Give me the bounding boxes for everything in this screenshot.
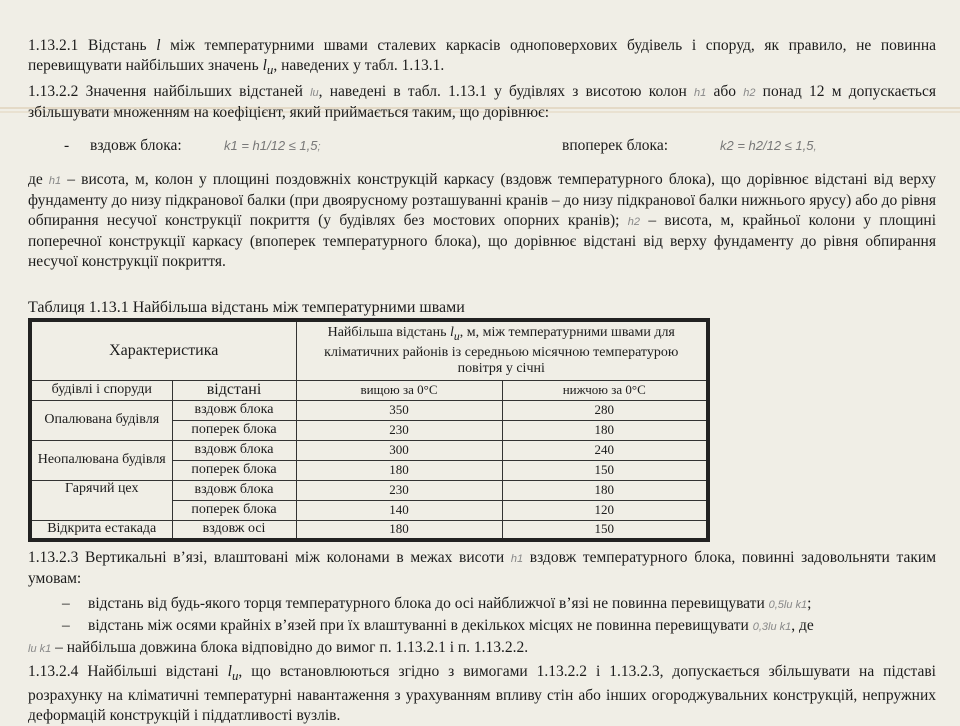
text: , м, між температурними швами для кліматичних районів із середньою місячною температурою повітря у січні xyxy=(324,324,679,376)
bullet-dash: – xyxy=(62,617,70,634)
cell-direction: поперек блока xyxy=(172,500,296,520)
paragraph-heights-definition xyxy=(28,170,936,272)
cell-below: 180 xyxy=(502,480,708,500)
formula-k2-end: , xyxy=(813,141,817,153)
header-buildings: будівлі і споруди xyxy=(30,380,172,400)
cell-direction: вздовж блока xyxy=(172,440,296,460)
coef-along-label: вздовж блока: xyxy=(90,137,182,154)
coef-across-label: впоперек блока: xyxy=(562,137,669,154)
formula-h1: h1 xyxy=(510,553,524,565)
coef-dash: - xyxy=(64,137,70,154)
table-header-row-1 xyxy=(30,320,708,380)
text: 1.13.2.2 Значення найбільших відстаней xyxy=(28,83,311,100)
formula-0-5-lu-k1: 0,5lu k1 xyxy=(768,599,808,611)
text: відстань між осями крайніх в’язей при їх влаштуванні в декількох місцях не повинна перевищувати xyxy=(88,617,753,634)
cell-direction: вздовж блока xyxy=(172,480,296,500)
subscript-u: u xyxy=(231,668,239,684)
text: між температурними швами сталевих каркасів одноповерхових будівель і споруд, як правило, не повинна перевищувати найбільших значень xyxy=(28,37,936,74)
formula-k2: k2 = h2/12 ≤ 1,5 xyxy=(720,138,814,153)
text: де xyxy=(28,171,49,188)
paragraph-1-13-2-1 xyxy=(28,36,936,80)
table-row xyxy=(30,520,708,540)
text: – висота, м, колон у площині поздовжніх конструкцій каркасу (вздовж температурного блока), що дорівнює відстані від верху фундаменту до низу підкранової балки (при двоярусному розташуванні кранів – до низу підкранової балки нижнього ярусу) або до рівня обпирання несучої конструкції покриття (у будівлях без мостових опорних кранів); xyxy=(28,171,936,229)
text: ; xyxy=(807,595,812,612)
cell-direction: поперек блока xyxy=(172,420,296,440)
variable-lu: l xyxy=(227,663,232,680)
formula-lu: lu xyxy=(310,87,319,99)
paragraph-1-13-2-3 xyxy=(28,548,936,589)
header-distance: відстані xyxy=(172,380,296,400)
formula-lu-k1: lu k1 xyxy=(28,643,52,655)
coef-k2-formula xyxy=(720,136,817,157)
text: – висота, м, крайньої колони у площині поперечної конструкції каркасу (впоперек температурного блока), що дорівнює відстані від верху фундаменту до рівня обпирання несучої конструкції покриття. xyxy=(28,212,936,270)
formula-h1: h1 xyxy=(48,175,62,187)
text: 1.13.2.3 Вертикальні в’язі, влаштовані між колонами в межах висоти xyxy=(28,549,511,566)
subscript-u: u xyxy=(453,329,460,343)
table-caption: Таблиця 1.13.1 Найбільша відстань між температурними швами xyxy=(28,299,465,316)
paragraph-1-13-2-4 xyxy=(28,662,936,726)
text: , що встановлюються згідно з вимогами 1.13.2.2 і 1.13.2.3, допускається збільшувати на підставі розрахунку на кліматичні температурні навантаження з урахуванням впливу стін або інших огороджувальних конструкцій, непружних деформацій конструкцій і піддатливості вузлів. xyxy=(28,663,936,725)
bullet-1 xyxy=(88,594,811,615)
cell-direction: поперек блока xyxy=(172,460,296,480)
cell-direction: вздовж осі xyxy=(172,520,296,540)
cell-below: 120 xyxy=(502,500,708,520)
cell-below: 240 xyxy=(502,440,708,460)
text: 1.13.2.4 Найбільші відстані xyxy=(28,663,228,680)
header-characteristic: Характеристика xyxy=(30,320,296,380)
cell-building: Гарячий цех xyxy=(30,480,172,520)
table-row xyxy=(30,480,708,500)
text: 1.13.2.1 Відстань xyxy=(28,37,157,54)
formula-h2: h2 xyxy=(743,87,756,99)
coef-k1-formula xyxy=(224,136,321,157)
max-distance-table xyxy=(28,318,710,542)
bullet-dash: – xyxy=(62,595,70,612)
text: або xyxy=(706,83,744,100)
bullet-continuation xyxy=(28,638,528,659)
text: , наведених у табл. 1.13.1. xyxy=(273,57,445,74)
bullet-2 xyxy=(88,616,814,637)
cell-below: 280 xyxy=(502,400,708,420)
formula-k1-end: ; xyxy=(317,141,321,153)
paragraph-1-13-2-2 xyxy=(28,82,936,123)
cell-building: Опалювана будівля xyxy=(30,400,172,440)
text: понад 12 м допускається збільшувати множенням на коефіцієнт, який приймається таким, що дорівнює: xyxy=(28,83,936,121)
cell-below: 180 xyxy=(502,420,708,440)
cell-building: Неопалювана будівля xyxy=(30,440,172,480)
cell-above: 350 xyxy=(296,400,502,420)
text: – найбільша довжина блока відповідно до вимог п. 1.13.2.1 і п. 1.13.2.2. xyxy=(51,639,529,656)
header-below-zero: нижчою за 0°С xyxy=(502,380,708,400)
text: вздовж температурного блока, повинні задовольняти таким умовам: xyxy=(28,549,936,587)
header-above-zero: вищою за 0°С xyxy=(296,380,502,400)
table-row xyxy=(30,440,708,460)
text: , наведені в табл. 1.13.1 у будівлях з висотою колон xyxy=(318,83,695,100)
cell-building: Відкрита естакада xyxy=(30,520,172,540)
cell-direction: вздовж блока xyxy=(172,400,296,420)
cell-above: 300 xyxy=(296,440,502,460)
subscript-u: u xyxy=(266,62,274,78)
cell-above: 140 xyxy=(296,500,502,520)
cell-below: 150 xyxy=(502,460,708,480)
formula-0-3-lu-k1: 0,3lu k1 xyxy=(752,621,792,633)
cell-above: 180 xyxy=(296,460,502,480)
cell-above: 230 xyxy=(296,420,502,440)
table-row xyxy=(30,400,708,420)
formula-h1: h1 xyxy=(694,87,707,99)
text: відстань від будь-якого торця температурного блока до осі найближчої в’язі не повинна перевищувати xyxy=(88,595,769,612)
cell-above: 180 xyxy=(296,520,502,540)
cell-above: 230 xyxy=(296,480,502,500)
formula-h2: h2 xyxy=(627,216,640,228)
table-header-row-2 xyxy=(30,380,708,400)
variable-lu: l xyxy=(262,57,267,74)
header-max-distance xyxy=(296,320,708,380)
formula-k1: k1 = h1/12 ≤ 1,5 xyxy=(224,138,318,153)
variable-l: l xyxy=(156,37,161,54)
cell-below: 150 xyxy=(502,520,708,540)
text: Найбільша відстань xyxy=(327,324,451,340)
variable-l: l xyxy=(450,324,454,340)
text: , де xyxy=(791,617,814,634)
